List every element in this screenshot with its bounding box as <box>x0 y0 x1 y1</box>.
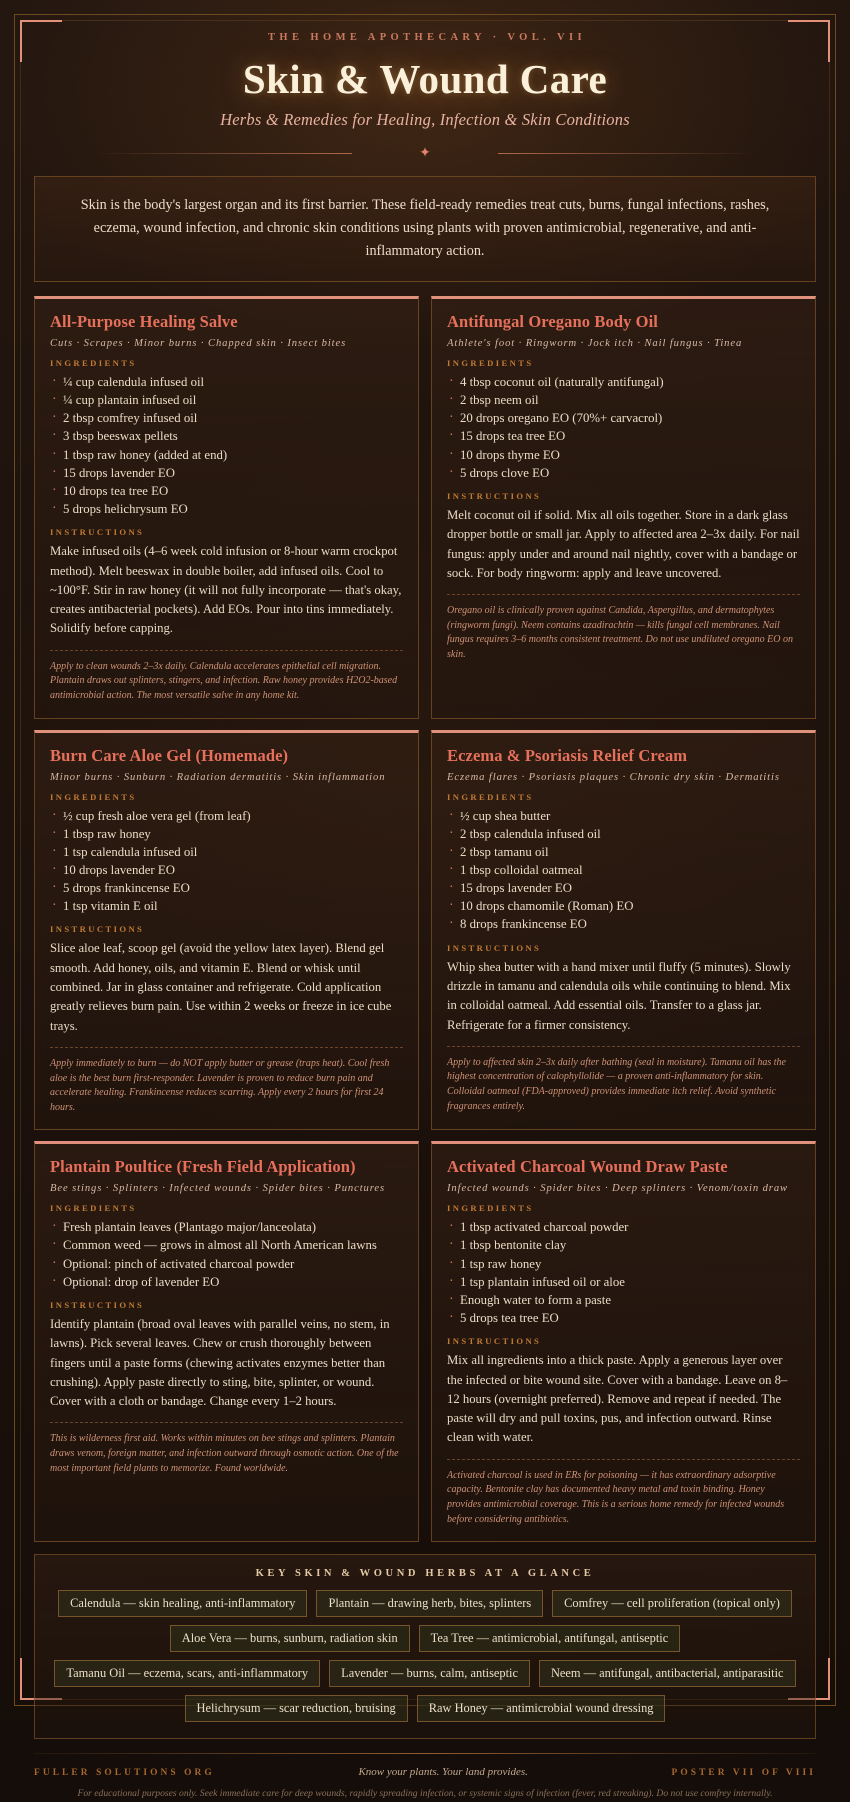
recipe-note: Oregano oil is clinically proven against Candida, Aspergillus, and dermatophytes (ringworm fungi). Neem contains azadirachtin — kills fungal cell membranes. Nail fungus requires 3–6 months consistent treatment. Do not use undiluted oregano EO on skin. <box>447 594 800 662</box>
poster-footer <box>34 1766 816 1801</box>
ingredient-item: · Fresh plantain leaves (Plantago major/lanceolata) <box>50 1218 403 1236</box>
recipe-uses: Minor burns · Sunburn · Radiation dermatitis · Skin inflammation <box>50 771 386 783</box>
recipe-instructions: Mix all ingredients into a thick paste. Apply a generous layer over the infected or bite wound site. Cover with a bandage. Leave on 8–12 hours (overnight preferred). Remove and repeat if needed. The paste will dry and pull toxins, pus, and infection outward. Rinse clean with water. <box>447 1353 788 1445</box>
ingredient-list <box>50 1218 403 1291</box>
ingredient-item: · 20 drops oregano EO (70%+ carvacrol) <box>447 409 800 427</box>
recipe-uses: Athlete's foot · Ringworm · Jock itch · Nail fungus · Tinea <box>447 338 743 349</box>
ingredient-item: · 1 tsp plantain infused oil or aloe <box>447 1273 800 1291</box>
recipe-note: Apply to clean wounds 2–3x daily. Calendula accelerates epithelial cell migration. Plantain draws out splinters, stingers, and infection. Raw honey provides H2O2-based antimicrobial action. The most versatile salve in any home kit. <box>50 650 403 704</box>
recipe-note: This is wilderness first aid. Works within minutes on bee stings and splinters. Plantain draws venom, foreign matter, and infection outward through osmotic action. One of the most important field plants to memorize. Found worldwide. <box>50 1422 403 1476</box>
herb-tag: Aloe Vera — burns, sunburn, radiation skin <box>170 1625 410 1652</box>
ingredient-item: · 1 tsp vitamin E oil <box>50 897 403 915</box>
ingredient-item: · 15 drops lavender EO <box>447 879 800 897</box>
footer-row <box>34 1766 816 1778</box>
ingredients-label: INGREDIENTS <box>447 358 534 368</box>
ingredient-item: · ½ cup shea butter <box>447 807 800 825</box>
ingredient-item: · Common weed — grows in almost all North American lawns <box>50 1236 403 1254</box>
footer-tagline: Know your plants. Your land provides. <box>358 1766 528 1779</box>
ingredient-item: · 10 drops lavender EO <box>50 861 403 879</box>
intro-text: Skin is the body's largest organ and its first barrier. These field-ready remedies treat cuts, burns, fungal infections, rashes, eczema, wound infection, and chronic skin conditions using plants with proven antimicrobial, regenerative, and anti-inflammatory action. <box>80 197 770 259</box>
ingredient-item: · ¼ cup calendula infused oil <box>50 373 403 391</box>
ingredient-item: · 1 tsp calendula infused oil <box>50 843 403 861</box>
ingredient-item: · Enough water to form a paste <box>447 1291 800 1309</box>
recipe-uses: Infected wounds · Spider bites · Deep splinters · Venom/toxin draw <box>447 1183 788 1195</box>
recipe-uses: Bee stings · Splinters · Infected wounds · Spider bites · Punctures <box>50 1183 386 1195</box>
herb-tag: Raw Honey — antimicrobial wound dressing <box>417 1695 666 1722</box>
ingredients-label: INGREDIENTS <box>50 791 137 802</box>
instructions-label: INSTRUCTIONS <box>50 924 145 935</box>
instructions-label: INSTRUCTIONS <box>447 490 542 501</box>
footer-poster-number: POSTER VII OF VIII <box>671 1768 816 1779</box>
ingredient-item: · 5 drops clove EO <box>447 464 800 482</box>
herb-tag: Helichrysum — scar reduction, bruising <box>185 1695 408 1722</box>
intro-panel <box>34 176 816 282</box>
ingredient-item: · ¼ cup plantain infused oil <box>50 391 403 409</box>
recipe-uses: Eczema flares · Psoriasis plaques · Chronic dry skin · Dermatitis <box>447 771 780 783</box>
ingredient-item: · 1 tsp raw honey <box>447 1255 800 1273</box>
ingredient-item: · 2 tbsp calendula infused oil <box>447 825 800 843</box>
ingredient-list <box>447 373 800 482</box>
ingredient-item: · 10 drops tea tree EO <box>50 482 403 500</box>
recipe-note-wrap <box>447 594 800 662</box>
herb-tag: Plantain — drawing herb, bites, splinters <box>316 1590 543 1617</box>
header-divider <box>34 147 816 159</box>
footer-org: FULLER SOLUTIONS ORG <box>34 1768 215 1779</box>
recipe-note: Apply immediately to burn — do NOT apply butter or grease (traps heat). Cool fresh aloe is the best burn first-responder. Lavender is proven to reduce burn pain and accelerate healing. Frankincense reduces scarring. Apply every 2 hours for first 24 hours. <box>50 1047 403 1115</box>
recipe-note: Apply to affected skin 2–3x daily after bathing (seal in moisture). Tamanu oil has the highest concentration of calophyllolide — a proven anti-inflammatory for skin. Colloidal oatmeal (FDA-approved) provides immediate itch relief. Avoid synthetic fragrances entirely. <box>447 1046 800 1114</box>
ingredient-item: · 5 drops frankincense EO <box>50 879 403 897</box>
recipe-note: Activated charcoal is used in ERs for poisoning — it has extraordinary adsorptive capacity. Bentonite clay has documented heavy metal and toxin binding. Honey provides antimicrobial coverage. This is a serious home remedy for infected wounds before considering antibiotics. <box>447 1459 800 1527</box>
recipe-title: Eczema & Psoriasis Relief Cream <box>447 745 688 765</box>
instructions-label: INSTRUCTIONS <box>50 527 145 538</box>
ingredient-item: · Optional: drop of lavender EO <box>50 1273 403 1291</box>
recipe-instructions: Melt coconut oil if solid. Mix all oils together. Store in a dark glass dropper bottle or small jar. Apply to affected area 2–3x daily. For nail fungus: apply under and around nail nightly, cover with a bandage or sock. For body ringworm: apply and leave uncovered. <box>447 507 800 580</box>
page-subtitle: Herbs & Remedies for Healing, Infection & Skin Conditions <box>220 110 630 129</box>
ingredient-item: · 5 drops tea tree EO <box>447 1309 800 1327</box>
ingredient-item: · 1 tbsp activated charcoal powder <box>447 1218 800 1236</box>
ingredient-item: · 1 tbsp raw honey (added at end) <box>50 446 403 464</box>
recipe-uses: Cuts · Scrapes · Minor burns · Chapped skin · Insect bites <box>50 338 347 349</box>
ingredient-item: · 10 drops chamomile (Roman) EO <box>447 897 800 915</box>
footer-divider <box>34 1753 816 1754</box>
ingredient-list <box>50 373 403 518</box>
recipe-note-wrap <box>447 1046 800 1114</box>
instructions-label: INSTRUCTIONS <box>447 1336 542 1347</box>
ingredient-item: · 2 tbsp tamanu oil <box>447 843 800 861</box>
instructions-label: INSTRUCTIONS <box>50 1299 145 1310</box>
recipe-card <box>431 296 816 719</box>
recipe-title: All-Purpose Healing Salve <box>50 312 238 331</box>
ingredient-item: · Optional: pinch of activated charcoal powder <box>50 1255 403 1273</box>
page-title: Skin & Wound Care <box>242 56 608 102</box>
poster-content <box>34 22 816 1800</box>
herb-key-title: KEY SKIN & WOUND HERBS AT A GLANCE <box>255 1568 595 1580</box>
herb-tag: Tea Tree — antimicrobial, antifungal, antiseptic <box>419 1625 681 1652</box>
herb-key-panel <box>34 1554 816 1739</box>
herb-tag: Calendula — skin healing, anti-inflammatory <box>58 1590 307 1617</box>
recipe-note-wrap <box>447 1459 800 1527</box>
ingredients-label: INGREDIENTS <box>447 1203 534 1214</box>
poster-header <box>34 22 816 159</box>
diamond-icon: ✦ <box>419 146 431 161</box>
recipe-card <box>34 296 419 719</box>
header-kicker: THE HOME APOTHECARY · VOL. VII <box>268 32 586 43</box>
recipe-card <box>431 730 816 1131</box>
recipe-card <box>431 1141 816 1542</box>
ingredient-item: · 1 tbsp colloidal oatmeal <box>447 861 800 879</box>
herb-tag-list <box>51 1590 799 1722</box>
footer-disclaimer: For educational purposes only. Seek immediate care for deep wounds, rapidly spreading infection, or systemic signs of infection (fever, red streaking). Do not use comfrey internally. <box>77 1788 773 1800</box>
recipe-note-wrap <box>50 1422 403 1476</box>
recipe-title: Activated Charcoal Wound Draw Paste <box>447 1157 728 1177</box>
ingredient-item: · 1 tbsp bentonite clay <box>447 1236 800 1254</box>
recipe-card <box>34 1141 419 1542</box>
recipe-instructions: Slice aloe leaf, scoop gel (avoid the yellow latex layer). Blend gel smooth. Add honey, oils, and vitamin E. Blend or whisk until combined. Jar in glass container and refrigerate. Cold application greatly relieves burn pain. Use within 2 weeks or freeze in ice cube trays. <box>50 941 392 1033</box>
recipe-instructions: Identify plantain (broad oval leaves with parallel veins, no stem, in lawns). Pick several leaves. Chew or crush thoroughly between fingers until a paste forms (chewing activates enzymes better than crushing). Apply paste directly to sting, bite, splinter, or wound. Cover with a cloth or bandage. Change every 1–2 hours. <box>50 1316 390 1409</box>
herb-tag: Neem — antifungal, antibacterial, antiparasitic <box>539 1660 796 1687</box>
ingredient-item: · 2 tbsp neem oil <box>447 391 800 409</box>
ingredient-item: · 2 tbsp comfrey infused oil <box>50 409 403 427</box>
recipe-grid <box>34 296 816 1542</box>
ingredient-item: · 15 drops tea tree EO <box>447 427 800 445</box>
ingredient-item: · 1 tbsp raw honey <box>50 825 403 843</box>
ingredients-label: INGREDIENTS <box>50 1203 137 1214</box>
ingredient-list <box>447 1218 800 1327</box>
recipe-note-wrap <box>50 1047 403 1115</box>
recipe-title: Antifungal Oregano Body Oil <box>447 312 658 331</box>
ingredient-item: · 8 drops frankincense EO <box>447 915 800 933</box>
ingredient-item: · 5 drops helichrysum EO <box>50 500 403 518</box>
ingredient-item: · 10 drops thyme EO <box>447 446 800 464</box>
herb-tag: Tamanu Oil — eczema, scars, anti-inflammatory <box>54 1660 320 1687</box>
ingredients-label: INGREDIENTS <box>50 358 137 368</box>
recipe-title: Burn Care Aloe Gel (Homemade) <box>50 745 289 765</box>
recipe-title: Plantain Poultice (Fresh Field Application) <box>50 1157 356 1177</box>
ingredient-item: · 15 drops lavender EO <box>50 464 403 482</box>
ingredient-item: · ½ cup fresh aloe vera gel (from leaf) <box>50 807 403 825</box>
ingredients-label: INGREDIENTS <box>447 791 534 802</box>
recipe-card <box>34 730 419 1131</box>
herb-tag: Comfrey — cell proliferation (topical only) <box>552 1590 792 1617</box>
ingredient-list <box>50 807 403 916</box>
instructions-label: INSTRUCTIONS <box>447 942 542 953</box>
herb-tag: Lavender — burns, calm, antiseptic <box>329 1660 530 1687</box>
ingredient-item: · 3 tbsp beeswax pellets <box>50 427 403 445</box>
recipe-instructions: Make infused oils (4–6 week cold infusion or 8-hour warm crockpot method). Melt beeswax in double boiler, add infused oils. Cool to ~100°F. Stir in raw honey (it will not fully incorporate — that's okay, creates antibacterial pockets). Add EOs. Pour into tins immediately. Solidify before capping. <box>50 544 402 636</box>
recipe-instructions: Whip shea butter with a hand mixer until fluffy (5 minutes). Slowly drizzle in tamanu and calendula oils while continuing to blend. Mix in colloidal oatmeal. Add essential oils. Transfer to a glass jar. Refrigerate for a firmer consistency. <box>447 959 791 1032</box>
recipe-note-wrap <box>50 650 403 704</box>
ingredient-list <box>447 807 800 934</box>
ingredient-item: · 4 tbsp coconut oil (naturally antifungal) <box>447 373 800 391</box>
